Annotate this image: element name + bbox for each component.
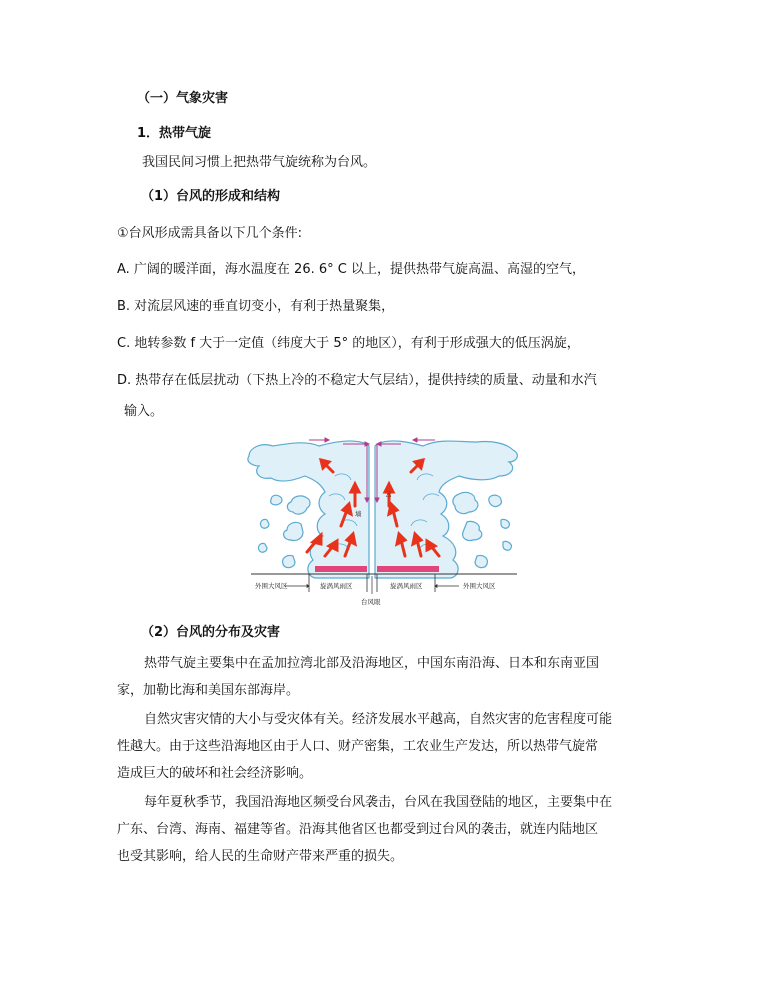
distribution-heading: （2）台风的分布及灾害 <box>141 625 281 640</box>
conditions-intro: ①台风形成需具备以下几个条件: <box>117 226 303 241</box>
section-heading: （一）气象灾害 <box>137 91 229 106</box>
label-vortex-left: 旋涡风雨区 <box>320 582 353 590</box>
paragraph-1-line-1: 热带气旋主要集中在孟加拉湾北部及沿海地区，中国东南沿海、日本和东南亚国 <box>144 656 600 671</box>
paragraph-3-line-2: 广东、台湾、海南、福建等省。沿海其他省区也都受到过台风的袭击，就连内陆地区 <box>117 822 599 837</box>
paragraph-2-line-1: 自然灾害灾情的大小与受灾体有关。经济发展水平越高，自然灾害的危害程度可能 <box>144 712 613 727</box>
sea-surface-band-right <box>377 566 439 572</box>
intro-text: 我国民间习惯上把热带气旋统称为台风。 <box>142 155 377 170</box>
region-arrows <box>285 576 459 594</box>
condition-c: C. 地转参数 f 大于一定值（纬度大于 5° 的地区），有利于形成强大的低压涡旋， <box>117 336 580 351</box>
subsection-heading: 1．热带气旋 <box>137 126 212 141</box>
label-vortex-right: 旋涡风雨区 <box>390 582 423 590</box>
typhoon-structure-figure <box>245 436 523 612</box>
condition-b: B. 对流层风速的垂直切变小，有利于热量聚集， <box>117 299 395 314</box>
paragraph-3-line-3: 也受其影响，给人民的生命财产带来严重的损失。 <box>117 849 404 864</box>
label-outer-left: 外围大风区 <box>255 582 288 590</box>
formation-heading: （1）台风的形成和结构 <box>141 189 281 204</box>
label-wall-left: 墙 <box>355 510 362 518</box>
label-outer-right: 外围大风区 <box>463 582 496 590</box>
condition-d: D. 热带存在低层扰动（下热上冷的不稳定大气层结），提供持续的质量、动量和水汽 <box>117 373 597 388</box>
paragraph-2-line-2: 性越大。由于这些沿海地区由于人口、财产密集，工农业生产发达，所以热带气旋常 <box>117 739 599 754</box>
paragraph-3-line-1: 每年夏秋季节，我国沿海地区频受台风袭击，台风在我国登陆的地区，主要集中在 <box>144 795 613 810</box>
condition-a: A. 广阔的暖洋面，海水温度在 26. 6° C 以上，提供热带气旋高温、高湿的空气， <box>117 262 585 277</box>
condition-d-continued: 输入。 <box>124 404 164 419</box>
label-eye: 台风眼 <box>361 598 381 606</box>
label-wall-right: 云 <box>385 490 392 498</box>
paragraph-1-line-2: 家，加勒比海和美国东部海岸。 <box>117 683 300 698</box>
paragraph-2-line-3: 造成巨大的破坏和社会经济影响。 <box>117 766 313 781</box>
sea-surface-band-left <box>315 566 367 572</box>
